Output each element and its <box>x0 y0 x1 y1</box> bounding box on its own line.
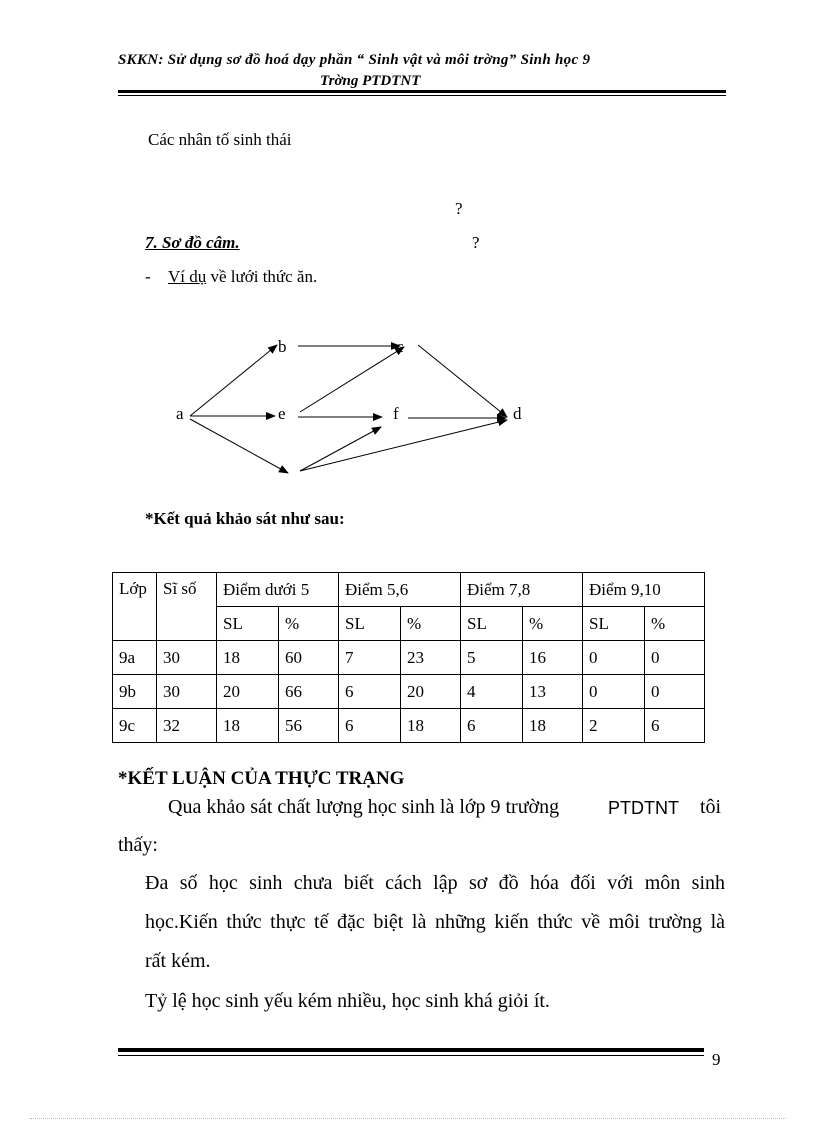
table-cell: 20 <box>217 675 279 709</box>
table-cell: 66 <box>279 675 339 709</box>
question-mark-2: ? <box>472 233 480 252</box>
node-f: f <box>393 404 399 423</box>
edge-g-d <box>300 420 507 471</box>
header-9-10: Điểm 9,10 <box>583 573 705 607</box>
table-cell: 6 <box>339 709 401 743</box>
subheader-cell: % <box>401 607 461 641</box>
node-b: b <box>278 337 287 356</box>
table-cell: 30 <box>157 641 217 675</box>
conclusion-p2-line3: rất kém. <box>145 950 211 972</box>
node-a: a <box>176 404 184 423</box>
table-cell: 4 <box>461 675 523 709</box>
node-c: c <box>396 337 404 356</box>
table-cell: 9a <box>113 641 157 675</box>
table-cell: 2 <box>583 709 645 743</box>
table-header-row <box>113 573 705 607</box>
table-cell: 18 <box>401 709 461 743</box>
table-cell: 56 <box>279 709 339 743</box>
table-cell: 0 <box>645 675 705 709</box>
example-rest: về lưới thức ăn. <box>206 267 318 286</box>
conclusion-p1-end: tôi <box>700 796 722 818</box>
page-bottom-dotted-line <box>30 1118 786 1119</box>
subheader-cell: % <box>279 607 339 641</box>
table-cell: 0 <box>583 675 645 709</box>
conclusion-title: *KẾT LUẬN CỦA THỰC TRẠNG <box>118 768 405 789</box>
page-number: 9 <box>712 1050 721 1069</box>
table-cell: 5 <box>461 641 523 675</box>
table-cell: 0 <box>645 641 705 675</box>
table-cell: 18 <box>217 709 279 743</box>
table-cell: 9b <box>113 675 157 709</box>
header-class: Lớp <box>113 573 157 641</box>
table-cell: 20 <box>401 675 461 709</box>
table-cell: 6 <box>339 675 401 709</box>
node-d: d <box>513 404 522 423</box>
food-web-diagram <box>160 330 540 480</box>
table-row <box>113 709 705 743</box>
question-mark-1: ? <box>455 199 463 218</box>
header-rule-thin <box>118 95 726 96</box>
conclusion-p2-line1: Đa số học sinh chưa biết cách lập sơ đồ hóa đối với môn sinh <box>145 872 725 894</box>
subheader-cell: SL <box>339 607 401 641</box>
subheader-cell: % <box>523 607 583 641</box>
example-underlined: Ví dụ <box>168 267 207 286</box>
subheader-cell: % <box>645 607 705 641</box>
edge-a-g <box>190 419 288 473</box>
header-5-6: Điểm 5,6 <box>339 573 461 607</box>
table-cell: 32 <box>157 709 217 743</box>
edge-g-f <box>300 427 381 471</box>
header-under-5: Điểm dưới 5 <box>217 573 339 607</box>
results-table <box>112 572 705 743</box>
node-e: e <box>278 404 286 423</box>
table-cell: 13 <box>523 675 583 709</box>
header-rule <box>118 90 726 93</box>
table-row <box>113 641 705 675</box>
table-cell: 30 <box>157 675 217 709</box>
edge-e-c <box>300 347 404 412</box>
survey-title: *Kết quả khảo sát như sau: <box>145 509 345 528</box>
conclusion-p2-line2: học.Kiến thức thực tế đặc biệt là những kiến thức về môi trường là <box>145 911 725 933</box>
header-count: Sĩ số <box>157 573 217 641</box>
subheader-cell: SL <box>217 607 279 641</box>
table-cell: 16 <box>523 641 583 675</box>
ecological-factors-label: Các nhân tố sinh thái <box>148 130 292 149</box>
edge-c-d <box>418 345 507 417</box>
conclusion-p1-cont: thấy: <box>118 834 158 856</box>
table-cell: 60 <box>279 641 339 675</box>
subheader-cell: SL <box>461 607 523 641</box>
table-cell: 18 <box>217 641 279 675</box>
table-cell: 0 <box>583 641 645 675</box>
example-line <box>168 267 317 287</box>
table-cell: 7 <box>339 641 401 675</box>
school-name: PTDTNT <box>608 798 679 818</box>
subheader-cell: SL <box>583 607 645 641</box>
conclusion-p1-start: Qua khảo sát chất lượng học sinh là lớp 9 trường <box>168 796 560 818</box>
table-cell: 23 <box>401 641 461 675</box>
footer-rule <box>118 1048 704 1052</box>
table-cell: 18 <box>523 709 583 743</box>
footer-rule-thin <box>118 1055 704 1056</box>
header-7-8: Điểm 7,8 <box>461 573 583 607</box>
edge-a-b <box>190 345 277 416</box>
table-row <box>113 675 705 709</box>
section-title: 7. Sơ đồ câm. <box>145 233 240 252</box>
page-header-title: SKKN: Sử dụng sơ đồ hoá dạy phần “ Sinh vật và môi trờng” Sinh học 9 <box>118 52 591 68</box>
bullet-dash: - <box>145 267 151 286</box>
table-cell: 6 <box>645 709 705 743</box>
table-cell: 9c <box>113 709 157 743</box>
page-header-school: Trờng PTDTNT <box>320 73 421 89</box>
conclusion-p3: Tỷ lệ học sinh yếu kém nhiều, học sinh khá giỏi ít. <box>145 990 550 1012</box>
table-cell: 6 <box>461 709 523 743</box>
